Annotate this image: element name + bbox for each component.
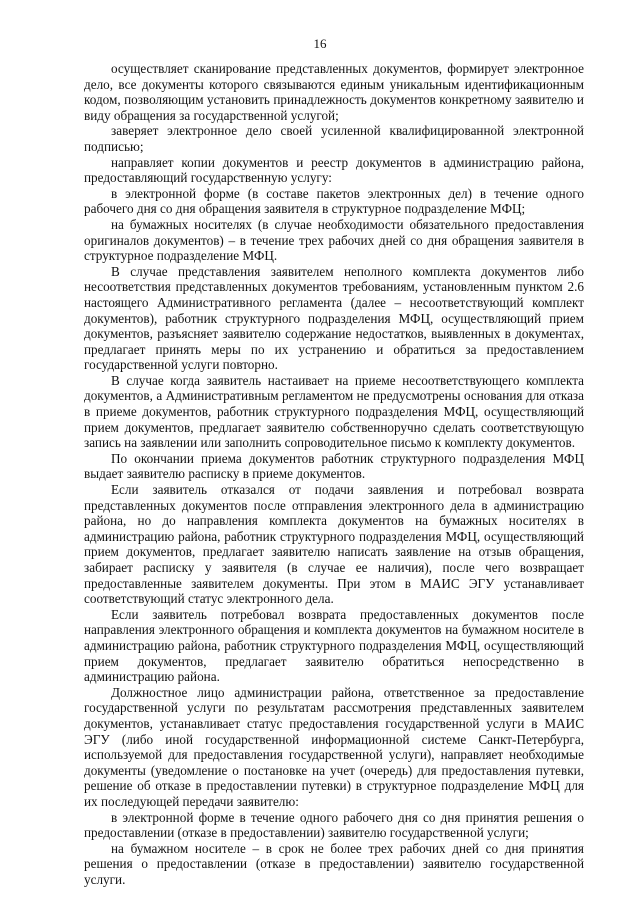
paragraph-return-after-sending: Если заявитель потребовал возврата предоставленных документов после направления электронного обращения и комплекта документов на бумажном носителе в администрацию района, работник структурного подразделения МФЦ, осуществляющий прием документов, предлагает заявителю обратиться непосредственно в администрацию района. [84,606,584,685]
paragraph-receipt: По окончании приема документов работник структурного подразделения МФЦ выдает заявителю расписку в приеме документов. [84,450,584,482]
paragraph-incomplete-set: В случае представления заявителем неполного комплекта документов либо несоответствия представленных документов требованиям, установленным пунктом 2.6 настоящего Административного регламента (далее – несоответствующий комплект документов), работник структурного подразделения МФЦ, осуществляющий прием документов, разъясняет заявителю содержание недостатков, выявленных в документах, предлагает принять меры по их устранению и обратиться за предоставлением государственной услуги повторно. [84,263,584,373]
paragraph-insists: В случае когда заявитель настаивает на приеме несоответствующего комплекта документов, а Административным регламентом не предусмотрены основания для отказа в приеме документов, работник структурного подразделения МФЦ, осуществляющий прием документов, предлагает заявителю собственноручно сделать соответствующую запись на заявлении или заполнить сопроводительное письмо к комплекту документов. [84,372,584,451]
paragraph-signature: заверяет электронное дело своей усиленной квалифицированной электронной подписью; [84,123,584,154]
paragraph-send-copies: направляет копии документов и реестр документов в администрацию района, предоставляющий государственную услугу: [84,154,584,186]
paragraph-scanning: осуществляет сканирование представленных документов, формирует электронное дело, все документы которого связываются единым уникальным идентификационным кодом, позволяющим установить принадлежность документов конкретному заявителю и виду обращения за государственной услугой; [84,61,584,123]
paragraph-electronic-form: в электронной форме (в составе пакетов электронных дел) в течение одного рабочего дня со дня обращения заявителя в структурное подразделение МФЦ; [84,185,584,217]
paragraph-paper-form: на бумажных носителях (в случае необходимости обязательного предоставления оригиналов документов) – в течение трех рабочих дней со дня обращения заявителя в структурное подразделение МФЦ. [84,216,584,264]
paragraph-official-decision: Должностное лицо администрации района, ответственное за предоставление государственной услуги по результатам рассмотрения представленных заявителем документов, устанавливает статус предоставления государственной услуги в МАИС ЭГУ (либо иной государственной информационной системе Санкт-Петербурга, используемой для предоставления государственной услуги), направляет необходимые документы (уведомление о постановке на учет (очередь) для предоставления путевки, решение об отказе в предоставлении путевки) в структурное подразделение МФЦ для их последующей передачи заявителю: [84,684,584,809]
paragraph-withdrawal: Если заявитель отказался от подачи заявления и потребовал возврата представленных документов после отправления электронного дела в администрацию района, но до направления комплекта документов на бумажных носителях в администрацию района, работник структурного подразделения МФЦ, осуществляющий прием документов, предлагает заявителю написать заявление на отзыв обращения, забирает расписку у заявителя (в случае ее наличия), после чего возвращает предоставленные заявителем документы. При этом в МАИС ЭГУ устанавливает соответствующий статус электронного дела. [84,482,584,607]
document-body [84,61,584,887]
paragraph-decision-electronic: в электронной форме в течение одного рабочего дня со дня принятия решения о предоставлении (отказе в предоставлении) заявителю государственной услуги; [84,809,584,841]
paragraph-decision-paper: на бумажном носителе – в срок не более трех рабочих дней со дня принятия решения о предоставлении (отказе в предоставлении) заявителю государственной услуги. [84,840,584,887]
page-number: 16 [313,36,327,51]
